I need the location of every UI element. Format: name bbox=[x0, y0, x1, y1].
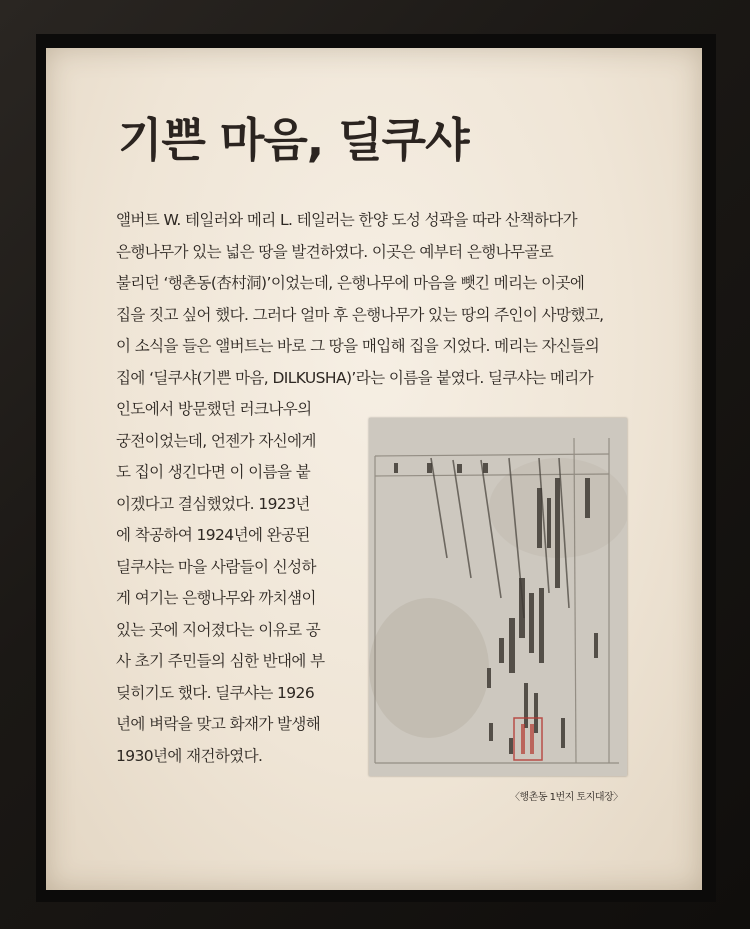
body-line: 게 여기는 은행나무와 까치섐이 bbox=[116, 589, 316, 607]
body-line: 1930년에 재건하였다. bbox=[116, 746, 263, 765]
body-line: 궁전이었는데, 언젠가 자신에게 bbox=[116, 431, 316, 450]
body-line: 사 초기 주민들의 심한 반대에 부 bbox=[116, 652, 325, 670]
body-line: 불리던 ‘행촌동(杏村洞)’이었는데, 은행나무에 마음을 뺏긴 메리는 이곳에 bbox=[116, 274, 585, 292]
land-register-document-photo bbox=[369, 418, 627, 776]
photo-caption: 〈행촌동 1번지 토지대장〉 bbox=[510, 792, 623, 803]
body-line: 집을 짓고 싶어 했다. 그러다 얼마 후 은행나무가 있는 땅의 주인이 사망했고, bbox=[116, 305, 604, 324]
information-panel bbox=[46, 48, 702, 890]
body-paragraph-narrow bbox=[116, 394, 366, 772]
body-line: 도 집이 생긴다면 이 이름을 붙 bbox=[116, 463, 311, 481]
body-line: 딜쿠샤는 마을 사람들이 신성하 bbox=[116, 557, 316, 576]
document-drawing bbox=[369, 418, 627, 776]
body-line: 년에 벼락을 맞고 화재가 발생해 bbox=[116, 715, 321, 733]
body-line: 은행나무가 있는 넓은 땅을 발견하였다. 이곳은 예부터 은행나무골로 bbox=[116, 242, 554, 261]
panel-title: 기쁜 마음, 딜쿠샤 bbox=[118, 113, 469, 167]
body-line: 인도에서 방문했던 러크나우의 bbox=[116, 400, 312, 418]
paper-stain bbox=[369, 598, 489, 738]
body-paragraph-full bbox=[116, 205, 696, 394]
body-line: 있는 곳에 지어졌다는 이유로 공 bbox=[116, 620, 321, 639]
body-line: 집에 ‘딜쿠샤(기쁜 마음, DILKUSHA)’라는 이름을 붙였다. 딜쿠샤는 메리가 bbox=[116, 368, 593, 387]
body-line: 딪히기도 했다. 딜쿠샤는 1926 bbox=[116, 683, 315, 702]
body-line: 이겠다고 결심했었다. 1923년 bbox=[116, 494, 310, 513]
body-line: 에 착공하여 1924년에 완공된 bbox=[116, 526, 310, 544]
body-line: 이 소식을 들은 앨버트는 바로 그 땅을 매입해 집을 지었다. 메리는 자신들의 bbox=[116, 337, 600, 355]
body-line: 앨버트 W. 테일러와 메리 L. 테일러는 한양 도성 성곽을 따라 산책하다가 bbox=[116, 211, 577, 229]
